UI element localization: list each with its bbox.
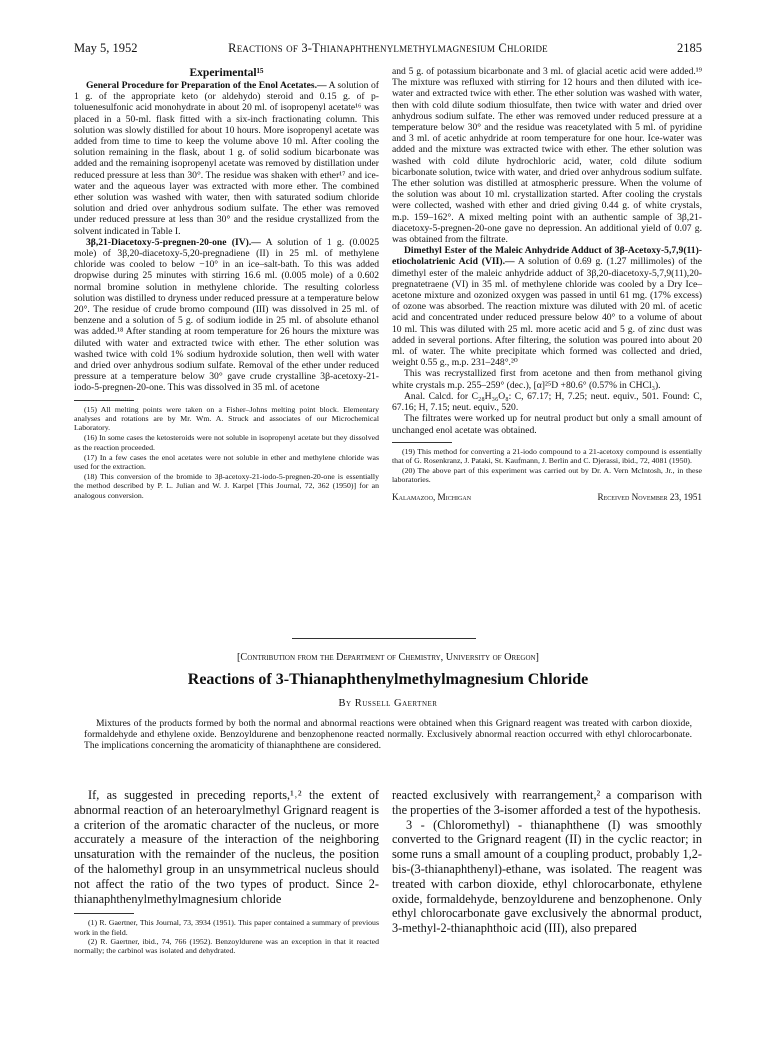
abstract-text: Mixtures of the products formed by both the normal and abnormal reactions were obtained when this Grignard reagent was treated with carbon dioxide, formaldehyde and ethylene oxide. Benzoyldurene and benzophenone reacted normally. Exclusively abnormal reaction occurred with ethyl chlorocarbonate. The implications concerning the aromaticity of thianaphthene are considered. (84, 718, 692, 752)
general-procedure-text: A solution of 1 g. of the appropriate keto (or aldehydo) steroid and 0.15 g. of p-toluenesulfonic acid monohydrate in about 20 ml. of isopropenyl acetate¹⁶ was placed in a 50-ml. flask fitted with a six-inch fractionating column. This solution was slowly distilled for about 10 hours. More isopropenyl acetate was added from time to time to keep the volume above 10 ml. After cooling the solution remaining in the flask, about 1 g. of solid sodium bicarbonate was added and the remaining isopropenyl acetate was removed by distillation under reduced pressure at less than 30°. The residue was shaken with ether¹⁷ and ice-water and the aqueous layer was extracted with more ether. The combined ether solution was washed with water, then with saturated sodium chloride solution and dried over anhydrous sodium sulfate. The ether was removed under reduced pressure at less than 30° and the residue crystallized from the solvent indicated in Table I. (74, 80, 379, 237)
experimental-left-column (74, 66, 379, 501)
footnote-rule (74, 913, 134, 914)
footnote-17: (17) In a few cases the enol acetates were not soluble in ether and methylene chloride was used for the extraction. (74, 452, 379, 471)
continued-paragraph: and 5 g. of potassium bicarbonate and 3 ml. of glacial acetic acid were added.¹⁹ The mixture was refluxed with stirring for 12 hours and then diluted with ice-water and extracted twice with ether. The ether solution was washed with water, then with cold dilute sodium thiosulfate, then twice with water and dried over anhydrous sodium sulfate. The ether was removed under reduced pressure at a temperature below 30° and the residue was reacetylated with 5 ml. of pyridine and 3 ml. of acetic anhydride at room temperature for one hour. Ice-water was added and the mixture was extracted twice with ether. The ether solution was washed with cold dilute hydrochloric acid, water, cold dilute sodium bicarbonate solution, twice with water, and dried over anhydrous sodium sulfate. The ether solution was distilled at atmospheric pressure. When the volume of the solution was about 10 ml. crystallization started. After cooling the crystals were collected, washed with ether and dried giving 0.44 g. of white crystals, m.p. 159–162°. A mixed melting point with an authentic sample of 3β,21-diacetoxy-5-pregnen-20-one gave no depression. An additional yield of 0.07 g. was obtained from the filtrate. (392, 66, 702, 246)
footnote-19: (19) This method for converting a 21-iodo compound to a 21-acetoxy compound is essentially that of G. Rosenkranz, J. Pataki, St. Kaufmann, J. Berlin and C. Djerassi, ibid., 72, 4081 (1950). (392, 446, 702, 465)
contribution-line: [Contribution from the Department of Chemistry, University of Oregon] (237, 652, 539, 663)
running-head (74, 40, 702, 56)
footnote-rule (74, 400, 134, 401)
dimethyl-ester-paragraph (392, 245, 702, 368)
body-grignard-paragraph: 3 - (Chloromethyl) - thianaphthene (I) was smoothly converted to the Grignard reagent (II) in the cyclic reactor; in some runs a small amount of a coupling product, probably 1,2-bis-(3-thianaphthenyl)-ethane, was isolated. The reagent was treated with carbon dioxide, ethyl chlorocarbonate, ethylene oxide, formaldehyde, benzoyldurene and benzophenone. Only ethyl chlorocarbonate gave exclusively the abnormal product, 3-methyl-2-thianaphthoic acid (III), also prepared (392, 817, 702, 936)
body-left-column (74, 788, 379, 955)
running-head-title: Reactions of 3-Thianaphthenylmethylmagnesium Chloride (228, 41, 548, 55)
dimethyl-ester-title: Dimethyl Ester of the Maleic Anhydride Adduct of 3β-Acetoxy-5,7,9(11)-etiocholatrienic Acid (VII).— (392, 245, 702, 268)
footnote-2: (2) R. Gaertner, ibid., 74, 766 (1952). Benzoyldurene was an exception in that it reacted normally; the carbinol was isolated and dehydrated. (74, 936, 379, 955)
diacetoxy-paragraph (74, 237, 379, 394)
footnotes-right (392, 447, 702, 485)
dateline (392, 491, 702, 503)
dimethyl-ester-text: A solution of 0.69 g. (1.27 millimoles) of the dimethyl ester of the maleic anhydride adduct of 3β,20-diacetoxy-5,7,9(11),20-pregnatetraene (VI) in 35 ml. of methylene chloride was cooled by a Dry Ice–acetone mixture and ozonized oxygen was passed in until 61 mg. (17% excess) of ozone was absorbed. The reaction mixture was diluted with 20 ml. of acetic acid and concentrated under reduced pressure below 40° to a volume of about 10 ml. This was diluted with 25 ml. more acetic acid and 5 g. of zinc dust was added in several portions. After filtering, the solution was poured into about 20 ml. of water. The white precipitate which formed was collected and dried, weight 0.55 g., m.p. 231–248°.²⁰ (392, 256, 702, 369)
dateline-received: Received November 23, 1951 (597, 491, 702, 502)
body-right-column (392, 788, 702, 936)
filtrates-paragraph: The filtrates were worked up for neutral product but only a small amount of unchanged enol acetate was obtained. (392, 413, 702, 436)
author-line: By Russell Gaertner (338, 698, 438, 709)
diacetoxy-text: A solution of 1 g. (0.0025 mole) of 3β,20-diacetoxy-5,20-pregnadiene (II) in 25 ml. of methylene chloride was cooled to below −10° in an ice–salt-bath. To this was added dropwise during 25 minutes with stirring 16.6 ml. (0.005 mole) of a 0.602 normal bromine solution in methylene chloride. The resulting colorless solution was distilled to dryness under reduced pressure at a temperature below 20°. The residue of crude bromo compound (III) was dissolved in 25 ml. of benzene and a solution of 5 g. of sodium iodide in 25 ml. of absolute ethanol was added.¹⁸ After standing at room temperature for 26 hours the mixture was diluted with water and extracted twice with ether. The ether solution was washed twice with cold 1% sodium hydroxide solution, then well with water and dried over anhydrous sodium sulfate. Removal of the ether under reduced pressure at a temperature below 30° gave crude crystalline 3β-acetoxy-21-iodo-5-pregnen-20-one. This was dissolved in 35 ml. of acetone (74, 236, 379, 394)
page-number: 2185 (677, 41, 702, 55)
footnote-20: (20) The above part of this experiment was carried out by Dr. A. Vern McIntosh, Jr., in these laboratories. (392, 466, 702, 485)
recrystallization-paragraph: This was recrystallized first from acetone and then from methanol giving white crystals m.p. 255–259° (dec.), [α]²⁵D +80.6° (0.57% in CHCl₃). (392, 368, 702, 391)
general-procedure-title: General Procedure for Preparation of the Enol Acetates.— (86, 80, 327, 91)
footnote-16: (16) In some cases the ketosteroids were not soluble in isopropenyl acetate but they dissolved as the reaction proceeded. (74, 433, 379, 452)
running-head-date: May 5, 1952 (74, 41, 138, 55)
body-intro-paragraph: If, as suggested in preceding reports,¹˒² the extent of abnormal reaction of an heteroarylmethyl Grignard reagent is a criterion of the aromatic character of the nucleus, or more accurately a measure of the interaction of the neighboring unsaturation with the remainder of the nucleus, the position of the halomethyl group in an unsymmetrical nucleus should not affect the ratio of the two types of product. Since 2-thianaphthenylmethylmagnesium chloride (74, 788, 379, 906)
article-divider (292, 638, 476, 639)
experimental-right-column (392, 66, 702, 503)
body-continued-paragraph: reacted exclusively with rearrangement,² a comparison with the properties of the 3-isomer afforded a test of the hypothesis. (392, 788, 702, 817)
article-title: Reactions of 3-Thianaphthenylmethylmagnesium Chloride (187, 671, 589, 688)
footnote-15: (15) All melting points were taken on a Fisher–Johns melting point block. Elementary analyses and rotations are by Mr. Wm. A. Struck and associates of our Microchemical Laboratory. (74, 404, 379, 433)
analysis-paragraph: Anal. Calcd. for C₂₈H₃₆O₈: C, 67.17; H, 7.25; neut. equiv., 501. Found: C, 67.16; H, 7.15; neut. equiv., 520. (392, 390, 702, 414)
dateline-place: Kalamazoo, Michigan (392, 491, 472, 502)
experimental-heading: Experimental¹⁵ (189, 67, 264, 79)
footnote-rule (392, 442, 452, 443)
diacetoxy-title: 3β,21-Diacetoxy-5-pregnen-20-one (IV).— (86, 236, 261, 248)
footnotes-left (74, 405, 379, 500)
footnote-1: (1) R. Gaertner, This Journal, 73, 3934 (1951). This paper contained a summary of previous work in the field. (74, 918, 379, 937)
body-footnotes (74, 918, 379, 955)
footnote-18: (18) This conversion of the bromide to 3β-acetoxy-21-iodo-5-pregnen-20-one is essentially the method described by P. L. Julian and W. J. Karpel [This Journal, 72, 362 (1950)] for an analogous conversion. (74, 472, 379, 500)
abstract (84, 718, 692, 752)
general-procedure-paragraph (74, 80, 379, 237)
